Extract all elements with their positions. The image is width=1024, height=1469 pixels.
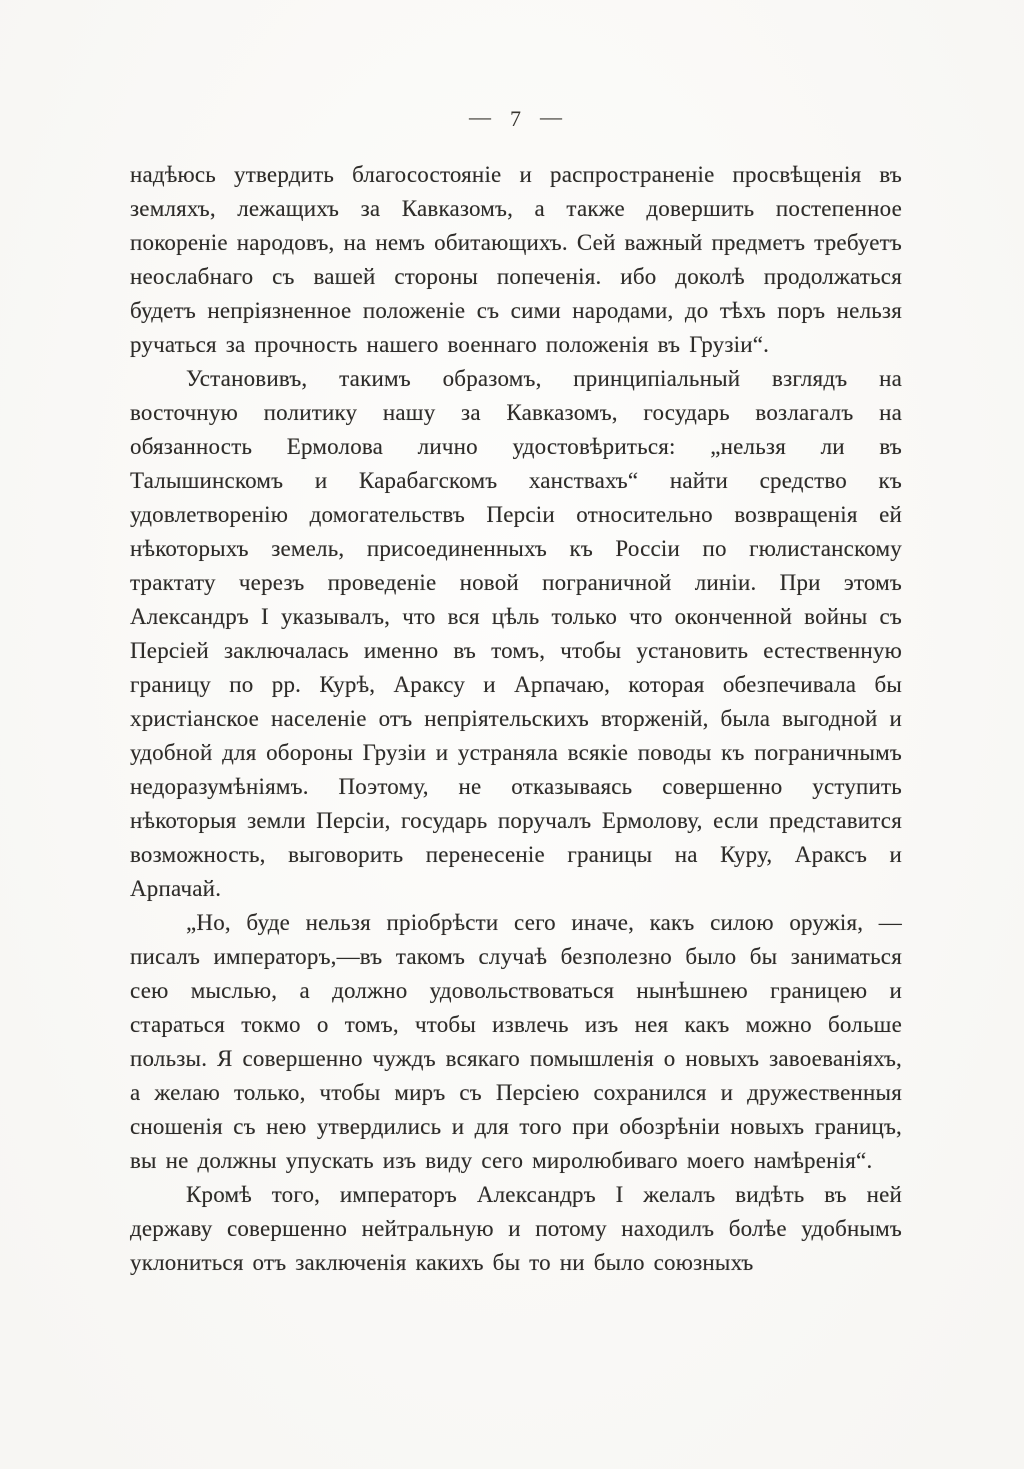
paragraph: Кромѣ того, императоръ Александръ I желалъ видѣть въ ней державу совершенно нейтральную и потому находилъ болѣе удобнымъ уклониться отъ заключенія какихъ бы то ни было союзныхъ <box>130 1182 902 1275</box>
page-number-dash-right: — <box>540 104 563 129</box>
page-number: 7 <box>510 106 522 131</box>
paragraph: надѣюсь утвердить благосостояніе и распространеніе просвѣщенія въ земляхъ, лежащихъ за Кавказомъ, а также довершить постепенное покореніе народовъ, на немъ обитающихъ. Сей важный предметъ требуетъ неослабнаго съ вашей стороны попеченія. ибо доколѣ продолжаться будетъ непріязненное положеніе съ сими народами, до тѣхъ поръ нельзя ручаться за прочность нашего военнаго положенія въ Грузіи“. <box>130 162 902 357</box>
page-number-dash-left: — <box>469 104 492 129</box>
paragraph: „Но, буде нельзя пріобрѣсти сего иначе, какъ силою оружія, — писалъ императоръ,—въ такомъ случаѣ безполезно было бы заниматься сею мыслью, а должно удовольствоваться нынѣшнею границею и стараться токмо о томъ, чтобы извлечь изъ нея какъ можно больше пользы. Я совершенно чуждъ всякаго помышленія о новыхъ завоеваніяхъ, а желаю только, чтобы миръ съ Персіею сохранился и дружественныя сношенія съ нею утвердились и для того при обозрѣніи новыхъ границъ, вы не должны упускать изъ виду сего миролюбиваго моего намѣренія“. <box>130 910 902 1173</box>
page-header <box>130 106 902 132</box>
paragraph: Установивъ, такимъ образомъ, принципіальный взглядъ на восточную политику нашу за Кавказомъ, государь возлагалъ на обязанность Ермолова лично удостовѣриться: „нельзя ли въ Талышинскомъ и Карабагскомъ ханствахъ“ найти средство къ удовлетворенію домогательствъ Персіи относительно возвращенія ей нѣкоторыхъ земель, присоединенныхъ къ Россіи по гюлистанскому трактату черезъ проведеніе новой пограничной линіи. При этомъ Александръ I указывалъ, что вся цѣль только что оконченной войны съ Персіей заключалась именно въ томъ, чтобы установить естественную границу по рр. Курѣ, Араксу и Арпачаю, которая обезпечивала бы христіанское населеніе отъ непріятельскихъ вторженій, была выгодной и удобной для обороны Грузіи и устраняла всякіе поводы къ пограничнымъ недоразумѣніямъ. Поэтому, не отказываясь совершенно уступить нѣкоторыя земли Персіи, государь поручалъ Ермолову, если представится возможность, выговорить перенесеніе границы на Куру, Араксъ и Арпачай. <box>130 366 902 901</box>
page-body-text <box>130 158 902 1280</box>
